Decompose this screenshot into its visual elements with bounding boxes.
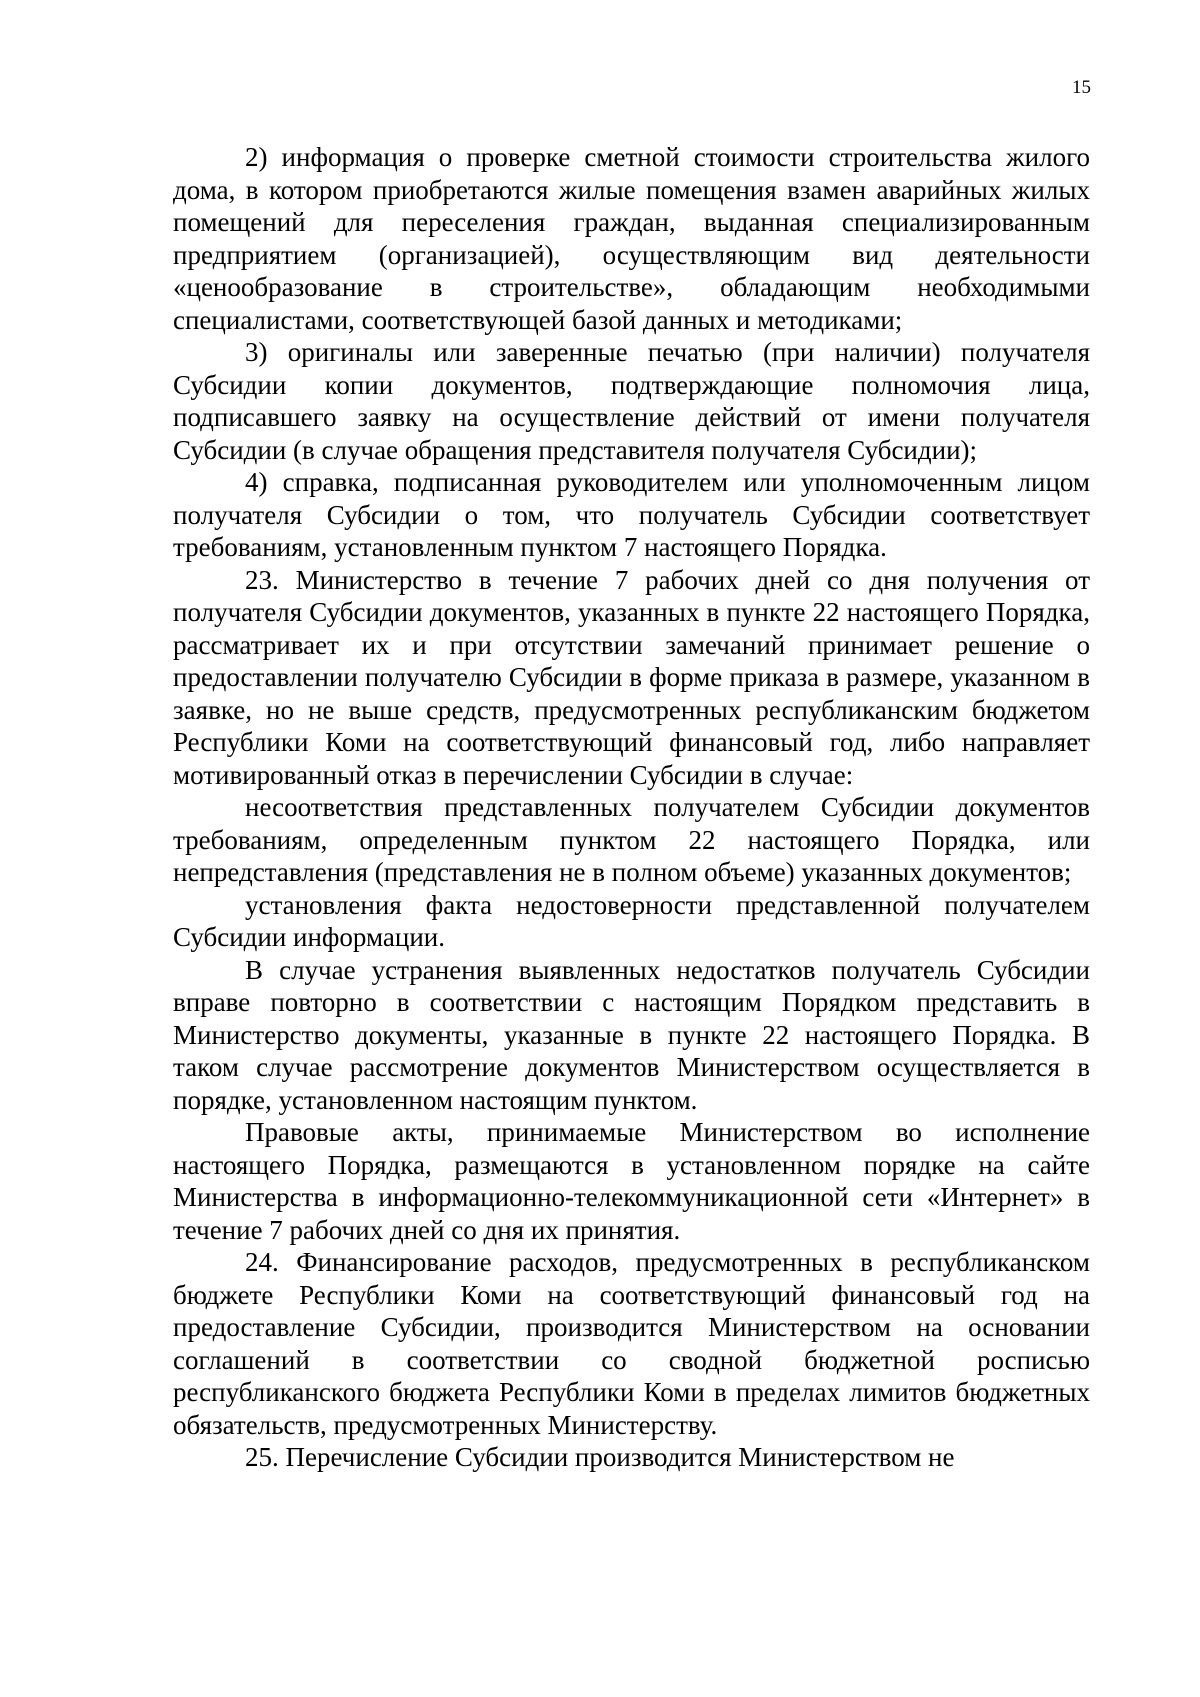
page-number: 15 — [1072, 77, 1091, 98]
paragraph-clause-25: 25. Перечисление Субсидии производится Министерством не — [245, 1442, 955, 1472]
paragraph-legal-acts: Правовые акты, принимаемые Министерством во исполнение настоящего Порядка, размещаются в установленном порядке на сайте Министерства в информационно-телекоммуникационной сети «Интернет» в течение 7 рабочих дней со дня их принятия. — [173, 1117, 1090, 1245]
paragraph-resubmission: В случае устранения выявленных недостатков получатель Субсидии вправе повторно в соответствии с настоящим Порядком представить в Министерство документы, указанные в пункте 22 настоящего Порядка. В таком случае рассмотрение документов Министерством осуществляется в порядке, установленном настоящим пунктом. — [173, 954, 1090, 1115]
document-body — [173, 141, 1090, 1474]
paragraph-item-3: 3) оригиналы или заверенные печатью (при наличии) получателя Субсидии копии документов, подтверждающие полномочия лица, подписавшего заявку на осуществление действий от имени получателя Субсидии (в случае обращения представителя получателя Субсидии); — [173, 337, 1090, 465]
paragraph-refusal-ground-1: несоответствия представленных получателем Субсидии документов требованиям, определенным пунктом 22 настоящего Порядка, или непредставления (представления не в полном объеме) указанных документов; — [173, 792, 1090, 887]
paragraph-clause-24: 24. Финансирование расходов, предусмотренных в республиканском бюджете Республики Коми на соответствующий финансовый год на предоставление Субсидии, производится Министерством на основании соглашений в соответствии со сводной бюджетной росписью республиканского бюджета Республики Коми в пределах лимитов бюджетных обязательств, предусмотренных Министерству. — [173, 1247, 1090, 1440]
paragraph-item-4: 4) справка, подписанная руководителем или уполномоченным лицом получателя Субсидии о том, что получатель Субсидии соответствует требованиям, установленным пунктом 7 настоящего Порядка. — [173, 467, 1090, 562]
paragraph-refusal-ground-2: установления факта недостоверности представленной получателем Субсидии информации. — [173, 889, 1090, 952]
paragraph-clause-23: 23. Министерство в течение 7 рабочих дней со дня получения от получателя Субсидии документов, указанных в пункте 22 настоящего Порядка, рассматривает их и при отсутствии замечаний принимает решение о предоставлении получателю Субсидии в форме приказа в размере, указанном в заявке, но не выше средств, предусмотренных республиканским бюджетом Республики Коми на соответствующий финансовый год, либо направляет мотивированный отказ в перечислении Субсидии в случае: — [173, 564, 1090, 790]
paragraph-item-2: 2) информация о проверке сметной стоимости строительства жилого дома, в котором приобретаются жилые помещения взамен аварийных жилых помещений для переселения граждан, выданная специализированным предприятием (организацией), осуществляющим вид деятельности «ценообразование в строительстве», обладающим необходимыми специалистами, соответствующей базой данных и методиками; — [173, 142, 1090, 335]
